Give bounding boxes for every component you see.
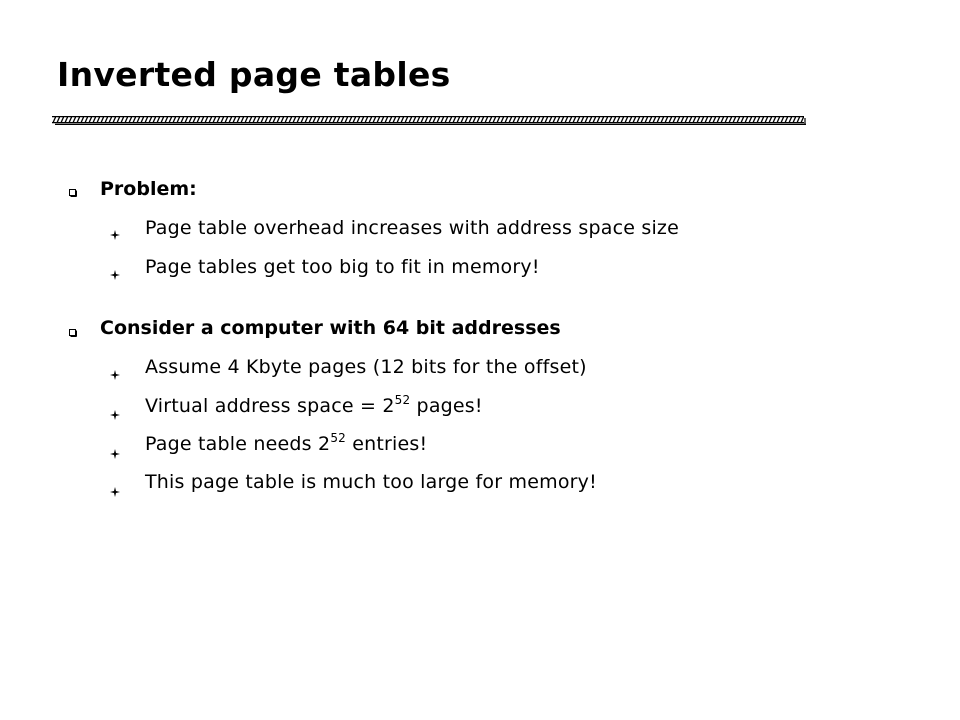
slide-title: Inverted page tables bbox=[57, 55, 451, 94]
square-bullet-icon bbox=[68, 183, 78, 193]
section-heading: Problem: bbox=[100, 178, 197, 200]
list-item: Page table overhead increases with address space size bbox=[145, 217, 679, 239]
diamond-bullet-icon bbox=[110, 444, 120, 454]
diamond-bullet-icon bbox=[110, 265, 120, 275]
list-item: Virtual address space = $2^{52}$ pages! bbox=[145, 393, 483, 417]
list-item: Page table needs $2^{52}$ entries! bbox=[145, 431, 428, 455]
diamond-bullet-icon bbox=[110, 225, 120, 235]
diamond-bullet-icon bbox=[110, 365, 120, 375]
diamond-bullet-icon bbox=[110, 405, 120, 415]
square-bullet-icon bbox=[68, 323, 78, 333]
section-heading: Consider a computer with 64 bit addresses bbox=[100, 317, 561, 339]
list-item: Page tables get too big to fit in memory! bbox=[145, 256, 540, 278]
superscript: 52 bbox=[394, 393, 411, 407]
list-item: This page table is much too large for memory! bbox=[145, 471, 597, 493]
diamond-bullet-icon bbox=[110, 482, 120, 492]
list-item: Assume 4 Kbyte pages (12 bits for the offset) bbox=[145, 356, 587, 378]
superscript: 52 bbox=[330, 431, 346, 445]
